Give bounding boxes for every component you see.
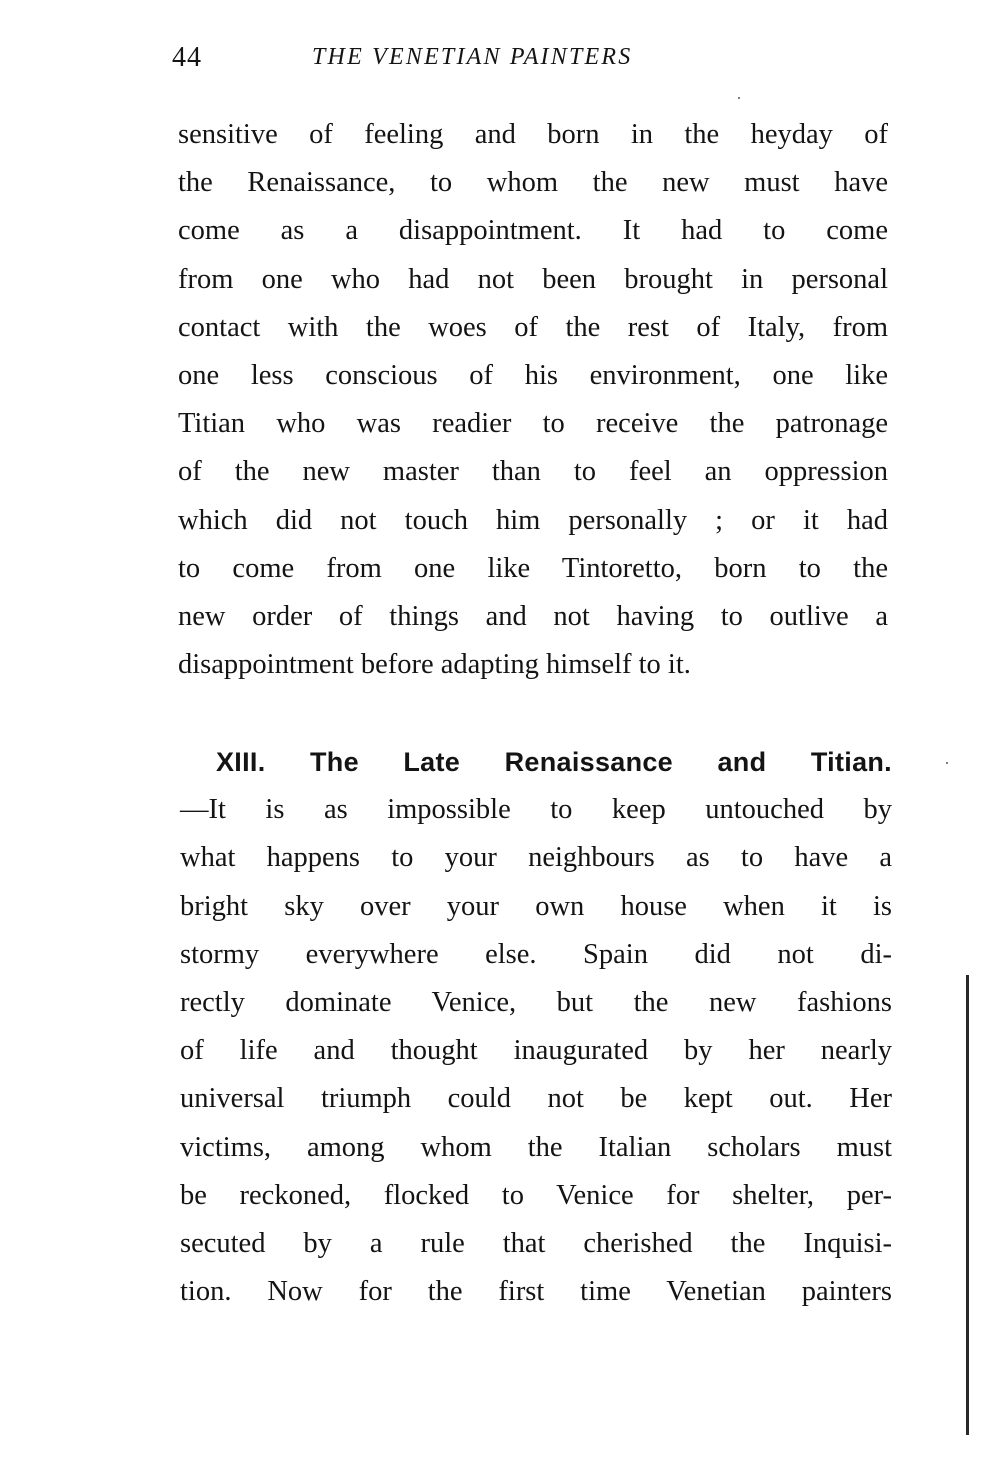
text-line: Titian who was readier to receive the patronage — [178, 408, 888, 440]
scan-speck — [946, 762, 948, 764]
scan-edge-mark — [966, 975, 969, 1435]
text-line: tion. Now for the first time Venetian painters — [180, 1276, 892, 1308]
text-line: the Renaissance, to whom the new must have — [178, 167, 888, 199]
text-line: disappointment before adapting himself to it. — [178, 649, 691, 681]
text-line: stormy everywhere else. Spain did not di- — [180, 938, 892, 970]
running-title: THE VENETIAN PAINTERS — [312, 44, 633, 70]
paragraph-continuation — [178, 111, 888, 689]
page-number: 44 — [172, 42, 202, 73]
text-line: of the new master than to feel an oppression — [178, 456, 888, 488]
text-line: to come from one like Tintoretto, born to the — [178, 552, 888, 584]
section-xiii — [180, 738, 892, 1316]
text-line: contact with the woes of the rest of Italy, from — [178, 311, 888, 343]
text-line: bright sky over your own house when it is — [180, 890, 892, 922]
text-line: —It is as impossible to keep untouched by — [180, 794, 892, 826]
text-line: of life and thought inaugurated by her nearly — [180, 1035, 892, 1067]
text-line: rectly dominate Venice, but the new fashions — [180, 986, 892, 1018]
text-line: sensitive of feeling and born in the heyday of — [178, 119, 888, 150]
scan-speck — [738, 97, 740, 99]
text-line: universal triumph could not be kept out. Her — [180, 1083, 892, 1115]
section-heading: XIII. The Late Renaissance and Titian. — [216, 747, 892, 777]
text-line: which did not touch him personally ; or it had — [178, 504, 888, 536]
text-line: come as a disappointment. It had to come — [178, 215, 888, 247]
text-line: what happens to your neighbours as to have a — [180, 842, 892, 874]
text-line: victims, among whom the Italian scholars must — [180, 1131, 892, 1163]
text-line: secuted by a rule that cherished the Inquisi- — [180, 1227, 892, 1259]
text-line: one less conscious of his environment, one like — [178, 359, 888, 391]
text-line: from one who had not been brought in personal — [178, 263, 888, 295]
page-header — [172, 42, 892, 82]
text-line: be reckoned, flocked to Venice for shelter, per- — [180, 1179, 892, 1211]
text-line: new order of things and not having to outlive a — [178, 600, 888, 632]
